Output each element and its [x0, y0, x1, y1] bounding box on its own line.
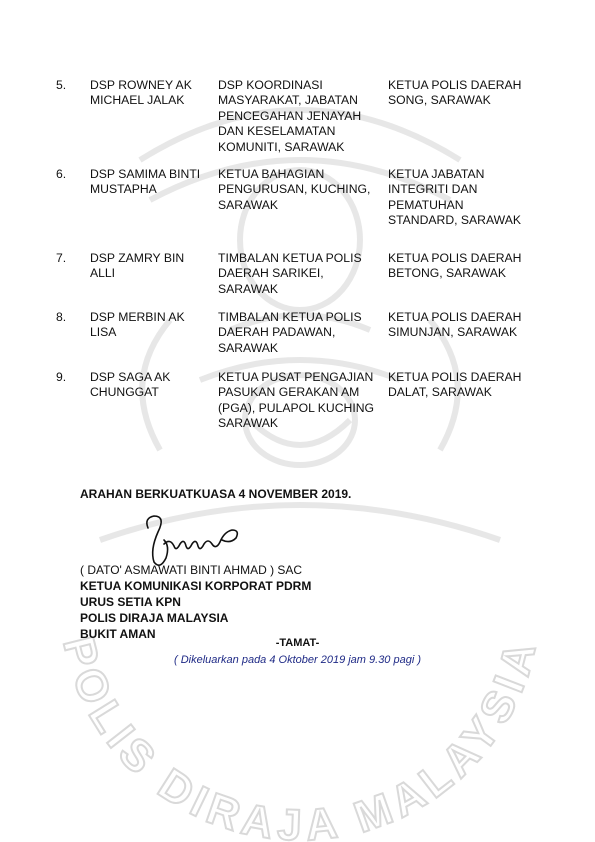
current-position-line: MASYARAKAT, JABATAN [218, 93, 358, 108]
current-position [218, 310, 378, 356]
row-number: 8. [56, 310, 67, 324]
officer-name-line: DSP SAMIMA BINTI [90, 167, 201, 181]
new-position [388, 310, 538, 341]
current-position-line: PENGURUSAN, KUCHING, [218, 182, 371, 197]
current-position-line: SARAWAK [218, 281, 279, 296]
officer-name-line: MICHAEL JALAK [90, 93, 185, 108]
officer-name-line: DSP MERBIN AK [90, 310, 185, 324]
current-position-line: TIMBALAN KETUA POLIS [218, 251, 362, 265]
signatory-name: ( DATO' ASMAWATI BINTI AHMAD ) SAC [80, 563, 303, 577]
new-position-line: BETONG, SARAWAK [388, 266, 507, 281]
current-position [218, 370, 378, 432]
officer-name [90, 167, 210, 198]
row-number: 5. [56, 78, 67, 92]
new-position-line: KETUA POLIS DAERAH [388, 370, 522, 384]
row-number: 7. [56, 251, 67, 265]
officer-name-line: CHUNGGAT [90, 385, 159, 400]
current-position [218, 251, 378, 297]
signatory-block [80, 562, 311, 642]
officer-name-line: MUSTAPHA [90, 182, 157, 197]
officer-name [90, 251, 210, 282]
signatory-title: KETUA KOMUNIKASI KORPORAT PDRM [80, 579, 312, 593]
new-position [388, 78, 538, 109]
officer-name-line: DSP ROWNEY AK [90, 78, 192, 92]
effective-date-notice: ARAHAN BERKUATKUASA 4 NOVEMBER 2019. [80, 487, 352, 501]
current-position-line: (PGA), PULAPOL KUCHING [218, 400, 374, 415]
new-position [388, 370, 538, 401]
new-position-line: KETUA POLIS DAERAH [388, 251, 522, 265]
current-position-line: KETUA PUSAT PENGAJIAN [218, 370, 374, 384]
new-position-line: DALAT, SARAWAK [388, 385, 492, 400]
signatory-office: URUS SETIA KPN [80, 595, 181, 609]
watermark-text: POLIS DIRAJA MALAYSIA [53, 631, 547, 842]
new-position-line: STANDARD, SARAWAK [388, 213, 521, 228]
row-number: 9. [56, 370, 67, 384]
officer-name-line: LISA [90, 325, 117, 340]
issued-note: ( Dikeluarkan pada 4 Oktober 2019 jam 9.30 pagi ) [173, 654, 422, 666]
new-position-line: KETUA POLIS DAERAH [388, 310, 522, 324]
new-position-line: SONG, SARAWAK [388, 93, 491, 108]
current-position-line: SARAWAK [218, 340, 279, 355]
officer-name [90, 78, 210, 109]
current-position-line: KOMUNITI, SARAWAK [218, 139, 345, 154]
signatory-organisation: POLIS DIRAJA MALAYSIA [80, 611, 229, 625]
current-position-line: SARAWAK [218, 197, 279, 212]
current-position-line: PASUKAN GERAKAN AM [218, 385, 360, 400]
new-position-line: SIMUNJAN, SARAWAK [388, 325, 518, 340]
new-position [388, 167, 538, 229]
end-marker: -TAMAT- [275, 637, 320, 649]
row-number: 6. [56, 167, 67, 181]
officer-name-line: DSP ZAMRY BIN [90, 251, 185, 265]
new-position-line: KETUA POLIS DAERAH [388, 78, 522, 92]
current-position-line: DAN KESELAMATAN [218, 124, 336, 139]
current-position-line: SARAWAK [218, 416, 279, 431]
new-position-line: INTEGRITI DAN [388, 182, 478, 197]
current-position [218, 167, 378, 213]
current-position-line: DAERAH PADAWAN, [218, 325, 336, 340]
new-position-line: KETUA JABATAN [388, 167, 485, 181]
current-position-line: TIMBALAN KETUA POLIS [218, 310, 362, 324]
officer-name [90, 370, 210, 401]
current-position [218, 78, 378, 155]
new-position-line: PEMATUHAN [388, 197, 464, 212]
signatory-location: BUKIT AMAN [80, 627, 156, 641]
current-position-line: DAERAH SARIKEI, [218, 266, 324, 281]
current-position-line: DSP KOORDINASI [218, 78, 323, 92]
officer-name-line: DSP SAGA AK [90, 370, 171, 384]
officer-name [90, 310, 210, 341]
new-position [388, 251, 538, 282]
current-position-line: KETUA BAHAGIAN [218, 167, 325, 181]
current-position-line: PENCEGAHAN JENAYAH [218, 108, 362, 123]
officer-name-line: ALLI [90, 266, 116, 281]
